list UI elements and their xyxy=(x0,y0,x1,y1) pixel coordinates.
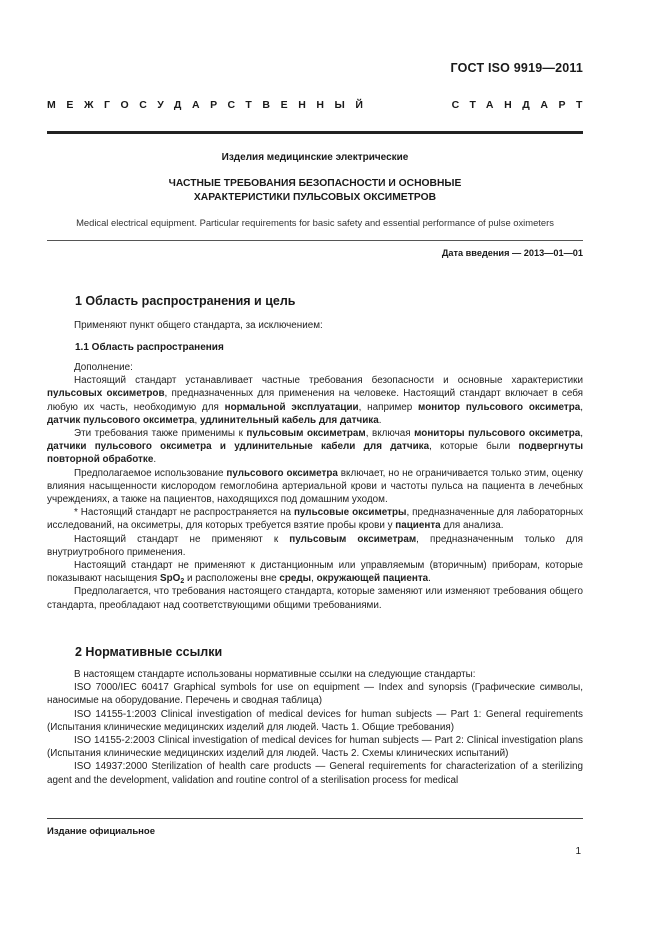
paragraph-addition: Дополнение: xyxy=(74,362,133,373)
page-number: 1 xyxy=(575,846,581,857)
standard-type-word-2: СТАНДАРТ xyxy=(451,99,593,111)
title-english: Medical electrical equipment. Particular requirements for basic safety and essential performance of pulse oximeters xyxy=(76,217,554,228)
paragraph: Предполагается, что требования настоящего стандарта, которые заменяют или изменяют требования общего стандарта, преобладают над соответствующими общими требованиями. xyxy=(47,586,583,611)
section-2-heading: 2 Нормативные ссылки xyxy=(75,645,223,659)
section-1-body xyxy=(47,361,583,612)
title-line-2: ХАРАКТЕРИСТИКИ ПУЛЬСОВЫХ ОКСИМЕТРОВ xyxy=(193,191,437,203)
reference-item: ISO 14155-2:2003 Clinical investigation of medical devices for human subjects — Part 2: Clinical investigation plans (Испытания клинические медицинских изделий для людей. Часть 2. Схемы клинических испытаний) xyxy=(47,735,583,760)
header-rule xyxy=(47,131,583,134)
paragraph: Настоящий стандарт устанавливает частные требования безопасности и основные характеристики пульсовых оксиметров, предназначенных для применения на человеке. Настоящий стандарт включает в себя любую их часть, необходимую для нормальной эксплуатации, например монитор пульсового оксиметра, датчик пульсового оксиметра, удлинительный кабель для датчика. xyxy=(47,375,584,426)
title-rule xyxy=(47,240,583,241)
edition-label: Издание официальное xyxy=(47,826,155,837)
document-title xyxy=(47,177,583,204)
section-1-heading: 1 Область распространения и цель xyxy=(75,294,296,308)
section-1-intro xyxy=(47,319,583,332)
subsection-1-1-heading: 1.1 Область распространения xyxy=(75,342,224,353)
reference-item: ISO 14155-1:2003 Clinical investigation of medical devices for human subjects — Part 1: General requirements (Испытания клинические медицинских изделий для людей. Часть 1. Общие требования) xyxy=(47,708,583,733)
document-number: ГОСТ ISO 9919—2011 xyxy=(450,61,583,75)
reference-item: ISO 14937:2000 Sterilization of health care products — General requirements for characterization of a sterilizing agent and the development, validation and routine control of a sterilisation process for medical xyxy=(47,761,583,786)
introduction-date: Дата введения — 2013—01—01 xyxy=(441,248,583,258)
paragraph: Настоящий стандарт не применяют к пульсовым оксиметрам, предназначенным только для внутриутробного применения. xyxy=(47,533,583,558)
standard-type xyxy=(47,99,593,111)
section-2-body xyxy=(47,668,583,787)
paragraph: В настоящем стандарте использованы нормативные ссылки на следующие стандарты: xyxy=(74,669,476,680)
footer-rule xyxy=(47,818,583,819)
paragraph: Предполагаемое использование пульсового оксиметра включает, но не ограничивается только этим, оценку влияния насыщенности кислородом гемоглобина артериальной крови и частоты пульса на пациента в лечебных учреждениях, а также на пациентов, находящихся под домашним уходом. xyxy=(47,467,583,506)
paragraph: Настоящий стандарт не применяют к дистанционным или управляемым (вторичным) приборам, которые показывают насыщения SpO$_2$ и расположены вне среды, окружающей пациента. xyxy=(47,560,583,586)
reference-item: ISO 7000/IEC 60417 Graphical symbols for use on equipment — Index and synopsis (Графические символы, наносимые на оборудование. Перечень и сводная таблица) xyxy=(47,682,583,707)
paragraph: Применяют пункт общего стандарта, за исключением: xyxy=(74,320,323,331)
paragraph: * Настоящий стандарт не распространяется на пульсовые оксиметры, предназначенные для лабораторных исследований, на оксиметры, для которых требуется взятие пробы крови у пациента для анализа. xyxy=(47,507,584,532)
standard-type-word-1: МЕЖГОСУДАРСТВЕННЫЙ xyxy=(47,99,374,111)
paragraph: Эти требования также применимы к пульсовым оксиметрам, включая мониторы пульсового оксиметра, датчики пульсового оксиметра и удлинительные кабели для датчика, которые были подвергнуты повторной обработке. xyxy=(47,428,583,466)
document-subtitle: Изделия медицинские электрические xyxy=(221,152,409,163)
title-line-1: ЧАСТНЫЕ ТРЕБОВАНИЯ БЕЗОПАСНОСТИ И ОСНОВНЫЕ xyxy=(168,178,462,189)
